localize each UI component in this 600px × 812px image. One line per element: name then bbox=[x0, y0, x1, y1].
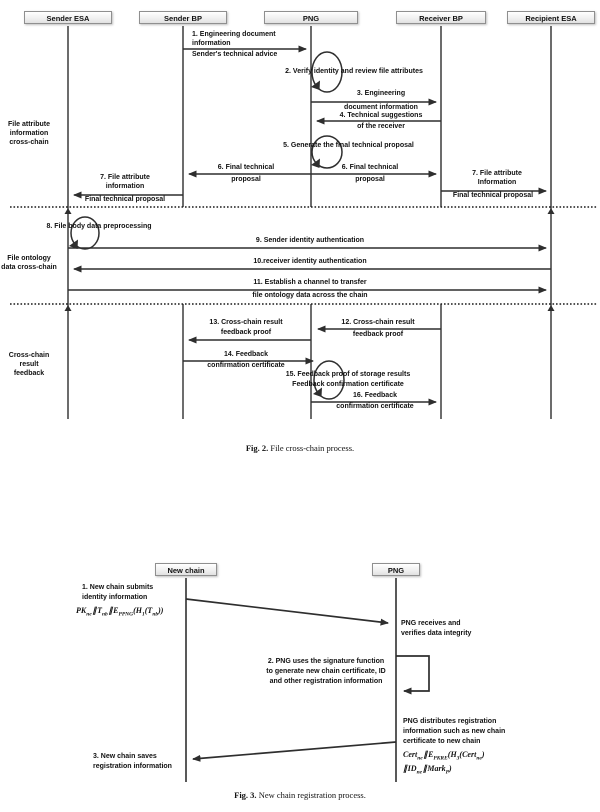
figure-3-caption bbox=[0, 790, 600, 800]
message-15-label: Feedback confirmation certificate bbox=[292, 381, 404, 388]
message-7-left-label: information bbox=[105, 183, 145, 190]
actor-box-new-chain: New chain bbox=[155, 563, 217, 576]
fig3-message-1-label: 1. New chain submits bbox=[82, 584, 154, 591]
actor-box-png: PNG bbox=[264, 11, 358, 24]
arrow-distribute-registration bbox=[193, 742, 396, 759]
message-11-label: 11. Establish a channel to transfer bbox=[253, 279, 367, 286]
phase-label-result-feedback: feedback bbox=[13, 370, 45, 377]
actor-box-receiver-bp: Receiver BP bbox=[396, 11, 486, 24]
phase-label-file-attribute: cross-chain bbox=[9, 139, 49, 146]
phase-label-file-attribute: File attribute bbox=[7, 121, 50, 128]
separator-up-arrowhead bbox=[548, 305, 555, 311]
message-6-left-label: proposal bbox=[231, 176, 261, 183]
message-2-label: 2. Verify identity and review file attributes bbox=[285, 68, 423, 75]
message-1-label: Sender's technical advice bbox=[192, 51, 278, 58]
fig3-message-3-label: 3. New chain saves bbox=[93, 753, 157, 760]
separator-up-arrowhead bbox=[65, 208, 72, 214]
figure-2-caption-text: File cross-chain process. bbox=[270, 443, 355, 453]
actor-box-recipient-esa: Recipient ESA bbox=[507, 11, 595, 24]
fig3-distribute-formula: Cert$_{ne}$ ∥ $E_{PKRE}(H_3(Cert_{ne})$ bbox=[403, 750, 485, 762]
message-8-label: 8. File body data preprocessing bbox=[46, 223, 152, 230]
separator-up-arrowhead bbox=[548, 208, 555, 214]
message-7-right-label: 7. File attribute bbox=[472, 170, 522, 177]
fig3-message-2-label: 2. PNG uses the signature function bbox=[267, 658, 385, 665]
phase-label-file-ontology: data cross-chain bbox=[1, 264, 57, 271]
message-9-label: 9. Sender identity authentication bbox=[255, 237, 365, 244]
figure-2-caption bbox=[0, 443, 600, 453]
message-12-label: 12. Cross-chain result bbox=[341, 319, 415, 326]
message-13-label: 13. Cross-chain result bbox=[209, 319, 283, 326]
fig3-message-2-label: to generate new chain certificate, ID bbox=[266, 668, 386, 675]
arrow-submit-identity bbox=[186, 599, 388, 623]
message-1-label: information bbox=[192, 40, 231, 47]
fig3-png-receives-label: verifies data integrity bbox=[401, 630, 472, 637]
fig3-png-receives-label: PNG receives and bbox=[401, 620, 461, 627]
message-6-left-label: 6. Final technical bbox=[217, 164, 275, 171]
message-13-label: feedback proof bbox=[220, 329, 272, 336]
fig3-distribute-label: certificate to new chain bbox=[403, 738, 481, 745]
figure-3-caption-number: Fig. 3. bbox=[234, 790, 257, 800]
self-loop-signature bbox=[396, 656, 429, 691]
self-loop-2-arrowhead bbox=[311, 81, 320, 91]
figure-2-caption-number: Fig. 2. bbox=[245, 443, 269, 453]
phase-label-file-attribute: information bbox=[9, 130, 49, 137]
phase-label-file-ontology: File ontology bbox=[7, 255, 51, 262]
message-3-label: 3. Engineering bbox=[356, 90, 406, 97]
message-5-label: 5. Generate the final technical proposal bbox=[283, 142, 414, 149]
fig3-message-3-label: registration information bbox=[93, 763, 172, 770]
actor-box-sender-bp: Sender BP bbox=[139, 11, 227, 24]
message-4-label: 4. Technical suggestions bbox=[339, 112, 423, 119]
message-4-label: of the receiver bbox=[357, 123, 405, 130]
message-6-right-label: proposal bbox=[355, 176, 385, 183]
message-10-label: 10.receiver identity authentication bbox=[253, 258, 367, 265]
figure-3-caption-text: New chain registration process. bbox=[258, 790, 366, 800]
actor-box-sender-esa: Sender ESA bbox=[24, 11, 112, 24]
phase-label-result-feedback: result bbox=[19, 361, 39, 368]
fig3-distribute-formula: ∥ $ID_{ne}$ ∥ Mark$_P$) bbox=[403, 764, 452, 776]
fig3-message-1-label: identity information bbox=[82, 594, 148, 601]
separator-up-arrowhead bbox=[65, 305, 72, 311]
fig3-message-2-label: and other registration information bbox=[269, 678, 383, 685]
message-7-left-label: 7. File attribute bbox=[100, 174, 150, 181]
fig3-distribute-label: PNG distributes registration bbox=[403, 718, 497, 725]
message-16-label: confirmation certificate bbox=[336, 403, 414, 410]
message-7-left-label: Final technical proposal bbox=[84, 196, 166, 203]
self-loop-5-arrowhead bbox=[311, 159, 320, 169]
message-16-label: 16. Feedback bbox=[353, 392, 397, 399]
message-12-label: feedback proof bbox=[352, 331, 404, 338]
fig3-message-1-formula: $PK_{ne}$ ∥ $T_{nb}$ ∥ $E_{PPNG}(H_1(T_{nb}))$ bbox=[76, 606, 164, 618]
message-11-label: file ontology data across the chain bbox=[252, 292, 368, 299]
phase-label-result-feedback: Cross-chain bbox=[8, 352, 50, 359]
message-6-right-label: 6. Final technical bbox=[341, 164, 399, 171]
message-7-right-label: Information bbox=[477, 179, 517, 186]
fig3-distribute-label: information such as new chain bbox=[403, 728, 506, 735]
message-14-label: confirmation certificate bbox=[207, 362, 285, 369]
actor-box-png-fig3: PNG bbox=[372, 563, 420, 576]
message-1-label: 1. Engineering document bbox=[192, 31, 276, 38]
message-3-label: document information bbox=[344, 104, 418, 111]
message-14-label: 14. Feedback bbox=[224, 351, 268, 358]
message-7-right-label: Final technical proposal bbox=[452, 192, 534, 199]
message-15-label: 15. Feedback proof of storage results bbox=[285, 371, 411, 378]
